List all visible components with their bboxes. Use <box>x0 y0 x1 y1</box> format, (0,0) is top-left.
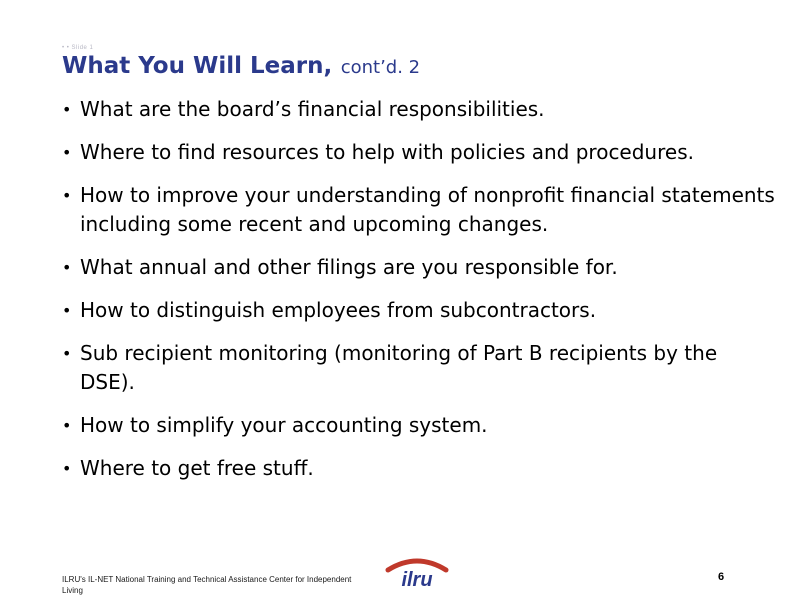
bullet-marker: • <box>62 301 72 320</box>
bullet-marker: • <box>62 100 72 119</box>
bullet-text: How to simplify your accounting system. <box>80 413 488 437</box>
bullet-item <box>62 454 777 483</box>
bullet-text: Where to get free stuff. <box>80 456 314 480</box>
bullet-marker: • <box>62 186 72 205</box>
bullet-text: What annual and other filings are you responsible for. <box>80 255 618 279</box>
slide-title <box>62 53 420 79</box>
bullet-text: Sub recipient monitoring (monitoring of Part B recipients by the DSE). <box>80 341 718 394</box>
title-main: What You Will Learn, <box>62 53 333 79</box>
logo-text: ilru <box>401 569 433 590</box>
bullet-item <box>62 181 777 239</box>
title-suffix: cont’d. 2 <box>340 57 421 78</box>
bullet-item <box>62 411 777 440</box>
bullet-text: What are the board’s financial responsibilities. <box>80 97 545 121</box>
bullet-item <box>62 138 777 167</box>
bullet-marker: • <box>62 258 72 277</box>
footer-organization: ILRU's IL-NET National Training and Technical Assistance Center for Independent Living <box>62 575 352 595</box>
bullet-marker: • <box>62 344 72 363</box>
slide-tag: • • Slide 1 <box>62 45 94 51</box>
bullet-text: Where to find resources to help with policies and procedures. <box>80 140 694 164</box>
bullet-item <box>62 253 777 282</box>
bullet-marker: • <box>62 143 72 162</box>
bullet-item <box>62 296 777 325</box>
bullet-marker: • <box>62 459 72 478</box>
bullet-item <box>62 339 777 397</box>
page-number: 6 <box>718 571 725 583</box>
bullet-text: How to distinguish employees from subcontractors. <box>80 298 597 322</box>
bullet-marker: • <box>62 416 72 435</box>
ilru-logo <box>382 556 452 590</box>
bullet-list <box>62 95 777 497</box>
bullet-item <box>62 95 777 124</box>
bullet-text: How to improve your understanding of nonprofit financial statements including some recent and upcoming changes. <box>80 183 775 236</box>
